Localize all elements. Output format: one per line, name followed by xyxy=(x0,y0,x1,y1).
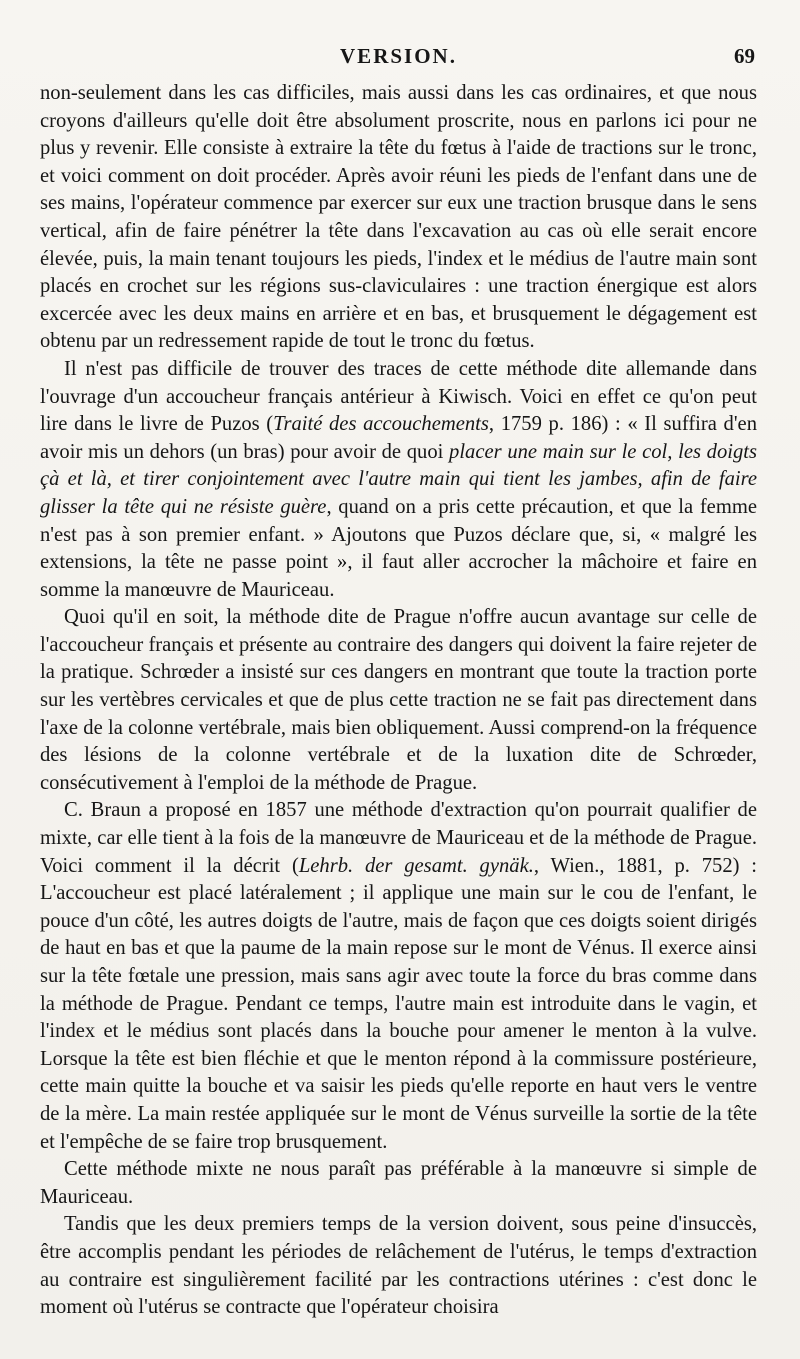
page-header xyxy=(40,0,757,80)
italic-text-segment: Lehrb. der gesamt. gynäk. xyxy=(298,854,534,877)
paragraph xyxy=(40,80,757,356)
page-number: 69 xyxy=(734,44,755,68)
text-segment: , quand on a pris cette précaution, et que la femme n'est pas à son premier enfant. » Ajoutons que Puzos déclare que, si, « malgré les extensions, la tête ne passe point », il faut aller accrocher la mâchoire et faire en somme la manœuvre de Mauriceau. xyxy=(40,495,757,601)
paragraph xyxy=(40,604,757,797)
paragraph xyxy=(40,797,757,1156)
text-segment: Tandis que les deux premiers temps de la version doivent, sous peine d'insuccès, être accomplis pendant les périodes de relâchement de l'utérus, le temps d'extraction au contraire est singulièrement facilité par les contractions utérines : c'est donc le moment où l'utérus se contracte que l'opérateur choisira xyxy=(40,1213,757,1319)
text-segment: Cette méthode mixte ne nous paraît pas préférable à la manœuvre si simple de Mauriceau. xyxy=(40,1158,757,1208)
text-segment: , 1759 p. 186) : « Il suffira d'en avoir mis un dehors (un bras) pour avoir de quoi xyxy=(40,413,757,463)
italic-text-segment: placer une main sur le col, les doigts çà et là, et tirer conjointement avec l'autre main qui tient les jambes, afin de faire glisser la tête qui ne résiste guère xyxy=(40,440,757,518)
running-title: VERSION. xyxy=(340,44,457,68)
paragraph xyxy=(40,1211,757,1321)
text-segment: C. Braun a proposé en 1857 une méthode d'extraction qu'on pourrait qualifier de mixte, car elle tient à la fois de la manœuvre de Mauriceau et de la méthode de Prague. Voici comment il la décrit ( xyxy=(40,799,757,877)
paragraph xyxy=(40,1156,757,1211)
body-text xyxy=(40,80,757,1322)
text-segment: Il n'est pas difficile de trouver des traces de cette méthode dite allemande dans l'ouvrage d'un accoucheur français antérieur à Kiwisch. Voici en effet ce qu'on peut lire dans le livre de Puzos ( xyxy=(40,357,757,436)
text-segment: non-seulement dans les cas difficiles, mais aussi dans les cas ordinaires, et que nous croyons d'ailleurs qu'elle doit être absolument proscrite, nous en parlons ici pour ne plus y revenir. Elle consiste à extraire la tête du fœtus à l'aide de tractions sur le tronc, et voici comment on doit procéder. Après avoir réuni les pieds de l'enfant dans une de ses mains, l'opérateur commence par exercer sur eux une traction brusque dans le sens vertical, afin de faire pénétrer la tête dans l'excavation au cas où elle serait encore élevée, puis, la main tenant toujours les pieds, l'index et le médius de l'autre main sont placés en crochet sur les régions sus-claviculaires : une traction énergique est alors excercée avec les deux mains en arrière et en bas, et brusquement le dégagement est obtenu par un redressement rapide de tout le tronc du fœtus. xyxy=(40,82,757,353)
paragraph xyxy=(40,356,757,604)
text-segment: Quoi qu'il en soit, la méthode dite de Prague n'offre aucun avantage sur celle de l'accoucheur français et présente au contraire des dangers qui doivent la faire rejeter de la pratique. Schrœder a insisté sur ces dangers en montrant que toute la traction porte sur les vertèbres cervicales et que de plus cette traction ne se fait pas directement dans l'axe de la colonne vertébrale, mais bien obliquement. Aussi comprend-on la fréquence des lésions de la colonne vertébrale et de la luxation dite de Schrœder, consécutivement à l'emploi de la méthode de Prague. xyxy=(40,606,757,794)
italic-text-segment: Traité des accouchements xyxy=(273,413,489,436)
text-segment: , Wien., 1881, p. 752) : L'accoucheur est placé latéralement ; il applique une main sur le cou de l'enfant, le pouce d'un côté, les autres doigts de l'autre, mais de façon que ces doigts soient dirigés de haut en bas et que la paume de la main repose sur le mont de Vénus. Il exerce ainsi sur la tête fœtale une pression, mais sans agir avec toute la force du bras comme dans la méthode de Prague. Pendant ce temps, l'autre main est introduite dans le vagin, et l'index et le médius sont placés dans la bouche pour amener le menton à la vulve. Lorsque la tête est bien fléchie et que le menton répond à la commissure postérieure, cette main quitte la bouche et va saisir les pieds qu'elle reporte en haut vers le ventre de la mère. La main restée appliquée sur le mont de Vénus surveille la sortie de la tête et l'empêche de se faire trop brusquement. xyxy=(40,854,758,1153)
